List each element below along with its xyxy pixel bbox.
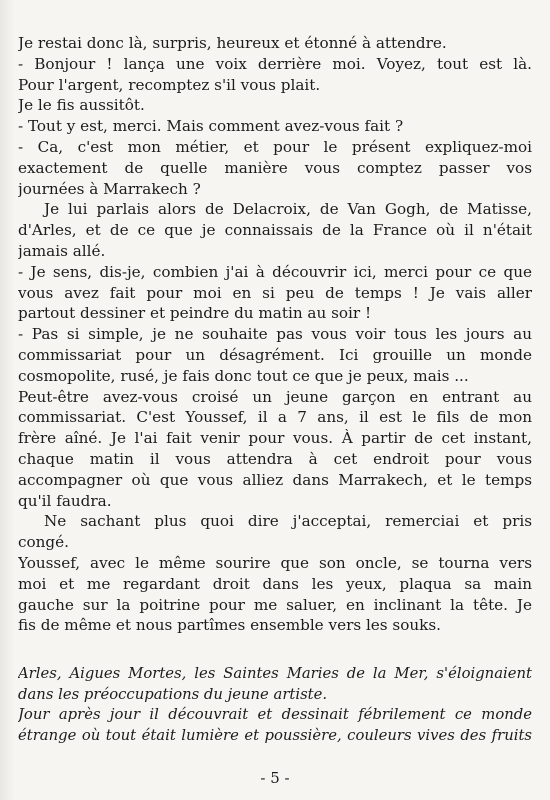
italic-line: dans les préoccupations du jeune artiste. bbox=[18, 685, 328, 703]
text-line: Pour l'argent, recomptez s'il vous plait. bbox=[18, 75, 321, 94]
text-line: - Je sens, dis-je, combien j'ai à découvrir ici, merci pour ce que bbox=[18, 262, 532, 281]
text-line: - Tout y est, merci. Mais comment avez-vous fait ? bbox=[18, 117, 404, 136]
body-text bbox=[18, 33, 532, 636]
text-line: commissariat. C'est Youssef, il a 7 ans, il est le fils de mon bbox=[18, 408, 532, 427]
text-line: congé. bbox=[18, 533, 69, 552]
text-line: frère aîné. Je l'ai fait venir pour vous. À partir de cet instant, bbox=[18, 429, 532, 448]
text-line: vous avez fait pour moi en si peu de temps ! Je vais aller bbox=[18, 283, 532, 302]
text-line: - Ca, c'est mon métier, et pour le présent expliquez-moi bbox=[18, 137, 532, 156]
text-line: chaque matin il vous attendra à cet endroit pour vous bbox=[18, 449, 532, 468]
text-line: Je restai donc là, surpris, heureux et étonné à attendre. bbox=[18, 34, 447, 52]
text-line: Peut-être avez-vous croisé un jeune garçon en entrant au bbox=[18, 387, 532, 406]
text-line: jamais allé. bbox=[18, 241, 106, 260]
text-line: accompagner où que vous alliez dans Marrakech, et le temps bbox=[18, 470, 532, 489]
text-line: moi et me regardant droit dans les yeux, plaqua sa main bbox=[18, 574, 532, 593]
text-line: gauche sur la poitrine pour me saluer, en inclinant la tête. Je bbox=[18, 595, 532, 614]
text-line: d'Arles, et de ce que je connaissais de la France où il n'était bbox=[18, 221, 532, 240]
text-line: commissariat pour un désagrément. Ici grouille un monde bbox=[18, 345, 532, 364]
text-line: cosmopolite, rusé, je fais donc tout ce que je peux, mais ... bbox=[18, 366, 469, 385]
text-line: Ne sachant plus quoi dire j'acceptai, remerciai et pris bbox=[44, 512, 532, 531]
italic-line: Arles, Aigues Mortes, les Saintes Maries de la Mer, s'éloignaient bbox=[18, 665, 532, 682]
text-line: partout dessiner et peindre du matin au soir ! bbox=[18, 304, 372, 323]
text-line: Je lui parlais alors de Delacroix, de Van Gogh, de Matisse, bbox=[44, 200, 532, 219]
text-line: - Pas si simple, je ne souhaite pas vous voir tous les jours au bbox=[18, 325, 532, 344]
text-line: journées à Marrakech ? bbox=[18, 179, 201, 198]
text-line: - Bonjour ! lança une voix derrière moi. Voyez, tout est là. bbox=[18, 54, 532, 73]
text-line: qu'il faudra. bbox=[18, 491, 112, 510]
text-line: Youssef, avec le même sourire que son oncle, se tourna vers bbox=[18, 553, 532, 572]
page-edge-shadow bbox=[0, 0, 14, 800]
page-number: - 5 - bbox=[260, 769, 290, 787]
text-line: exactement de quelle manière vous comptez passer vos bbox=[18, 158, 532, 177]
italic-passage bbox=[18, 664, 532, 746]
text-line: Je le fis aussitôt. bbox=[18, 96, 145, 115]
italic-line: étrange où tout était lumière et poussière, couleurs vives des fruits bbox=[18, 726, 532, 744]
italic-line: Jour après jour il découvrait et dessinait fébrilement ce monde bbox=[18, 706, 532, 724]
text-line: fis de même et nous partîmes ensemble vers les souks. bbox=[18, 616, 441, 635]
